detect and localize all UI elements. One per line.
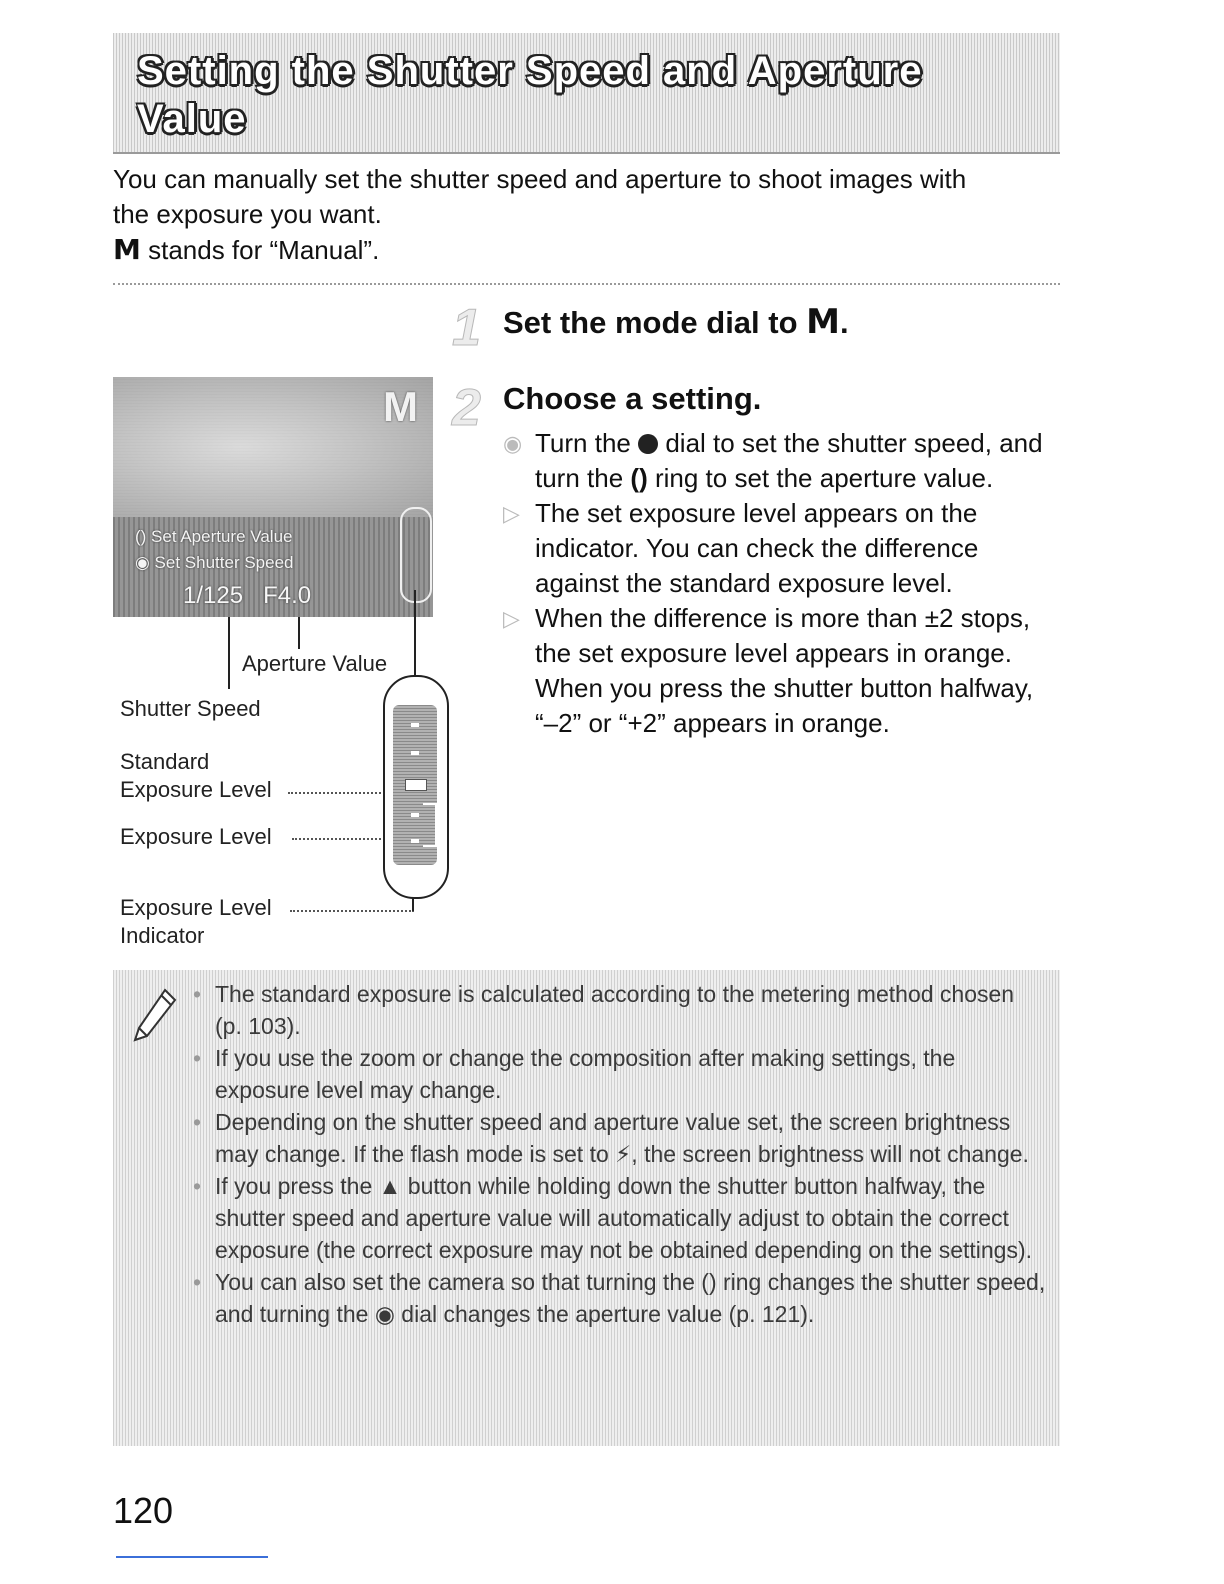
step-2-instructions <box>503 426 1063 741</box>
note-bullet-icon: • <box>193 1173 202 1199</box>
meter-tick <box>411 813 419 817</box>
note-bullet-icon: • <box>193 981 202 1007</box>
step-2-bullet-1 <box>503 426 1063 496</box>
circle-bullet-icon: ◉ <box>503 431 523 456</box>
screen-menu-shutter: ◉ Set Shutter Speed <box>135 553 294 572</box>
note-bullet-icon: • <box>193 1269 202 1295</box>
exposure-meter-zoom <box>383 675 449 899</box>
page-number-rule <box>116 1556 268 1558</box>
bullet-1-text-a: Turn the <box>535 428 631 458</box>
page-title: Setting the Shutter Speed and Aperture Value <box>137 49 923 141</box>
meter-tick <box>411 751 419 755</box>
exposure-indicator-label-line-1: Exposure Level <box>120 895 272 920</box>
meter-tick <box>411 839 419 843</box>
exposure-level-bracket <box>423 803 437 847</box>
title-banner <box>113 33 1060 154</box>
note-text: Depending on the shutter speed and aperture value set, the screen brightness may change. If the flash mode is set to ⚡, the screen brightness will not change. <box>215 1109 1029 1167</box>
aperture-callout-line <box>298 617 300 649</box>
screen-exposure-meter <box>400 507 432 603</box>
exposure-indicator-label-line-2: Indicator <box>120 923 205 948</box>
intro-line-3 <box>113 232 1063 268</box>
bullet-1-text-c: ring to set the aperture value. <box>654 463 994 493</box>
intro-line-2: the exposure you want. <box>113 199 382 229</box>
note-bullet-icon: • <box>193 1045 202 1071</box>
note-item <box>187 1170 1047 1266</box>
intro-line-1: You can manually set the shutter speed and aperture to shoot images with <box>113 164 967 194</box>
triangle-bullet-icon: ▷ <box>503 501 520 526</box>
step-number-2: 2 <box>452 379 481 437</box>
bullet-2-text: The set exposure level appears on the indicator. You can check the difference against the standard exposure level. <box>535 498 979 598</box>
screen-menu-aperture: () Set Aperture Value <box>135 527 293 546</box>
aperture-value-label: Aperture Value <box>242 651 388 676</box>
step-2-bullet-3 <box>503 601 1063 741</box>
step-number-1: 1 <box>452 299 481 357</box>
section-divider <box>113 283 1060 285</box>
exposure-level-label: Exposure Level <box>120 824 272 849</box>
notes-box <box>113 970 1060 1446</box>
note-text: The standard exposure is calculated according to the metering method chosen (p. 103). <box>215 981 1015 1039</box>
screen-shutter-value: 1/125 <box>183 582 244 609</box>
step-1-title <box>503 302 849 342</box>
standard-exposure-label-line-1: Standard <box>120 749 210 774</box>
step-1-title-suffix: . <box>840 305 849 340</box>
exposure-meter-scale <box>393 705 437 865</box>
shutter-speed-label: Shutter Speed <box>120 696 261 721</box>
note-text: You can also set the camera so that turning the () ring changes the shutter speed, and turning the ◉ dial changes the aperture value (p. 121). <box>215 1269 1046 1327</box>
step-2-title: Choose a setting. <box>503 381 762 416</box>
screen-aperture-value: F4.0 <box>263 582 312 609</box>
notes-list <box>187 978 1047 1330</box>
note-text: If you use the zoom or change the composition after making settings, the exposure level may change. <box>215 1045 956 1103</box>
manual-mode-icon: M <box>806 302 840 342</box>
standard-exposure-label-line-2: Exposure Level <box>120 777 272 802</box>
standard-exposure-leader <box>288 792 392 794</box>
page-number: 120 <box>113 1490 174 1531</box>
note-item <box>187 1042 1047 1106</box>
pencil-icon <box>131 986 179 1044</box>
note-bullet-icon: • <box>193 1109 202 1135</box>
screen-readout <box>183 582 311 610</box>
screen-mode-indicator: M <box>383 383 418 430</box>
intro-line-3-text: stands for “Manual”. <box>148 235 380 265</box>
meter-tick <box>411 723 419 727</box>
standard-exposure-mark <box>405 779 427 791</box>
bullet-3-text: When the difference is more than ±2 stops, the set exposure level appears in orange. When you press the shutter button halfway, “–2” or “+2” appears in orange. <box>535 603 1034 738</box>
triangle-bullet-icon: ▷ <box>503 606 520 631</box>
bullet-1-text-b: dial to set the shutter speed, and turn the <box>535 428 1043 493</box>
exposure-indicator-label <box>120 894 272 950</box>
step-2-bullet-2 <box>503 496 1063 601</box>
control-ring-icon: () <box>630 463 648 493</box>
meter-callout-line <box>414 590 416 678</box>
note-item <box>187 1266 1047 1330</box>
shutter-callout-line <box>228 617 230 689</box>
note-text: If you press the ▲ button while holding down the shutter button halfway, the shutter speed and aperture value will automatically adjust to obtain the correct exposure (the correct exposure may not be obtained depending on the settings). <box>215 1173 1033 1263</box>
camera-screen-illustration <box>113 377 433 617</box>
exposure-indicator-leader <box>290 910 414 912</box>
intro-text <box>113 162 1063 268</box>
note-item <box>187 978 1047 1042</box>
step-1-title-text: Set the mode dial to <box>503 305 798 340</box>
control-dial-icon <box>638 434 658 454</box>
standard-exposure-label <box>120 748 272 804</box>
manual-mode-icon: M <box>113 233 141 266</box>
note-item <box>187 1106 1047 1170</box>
